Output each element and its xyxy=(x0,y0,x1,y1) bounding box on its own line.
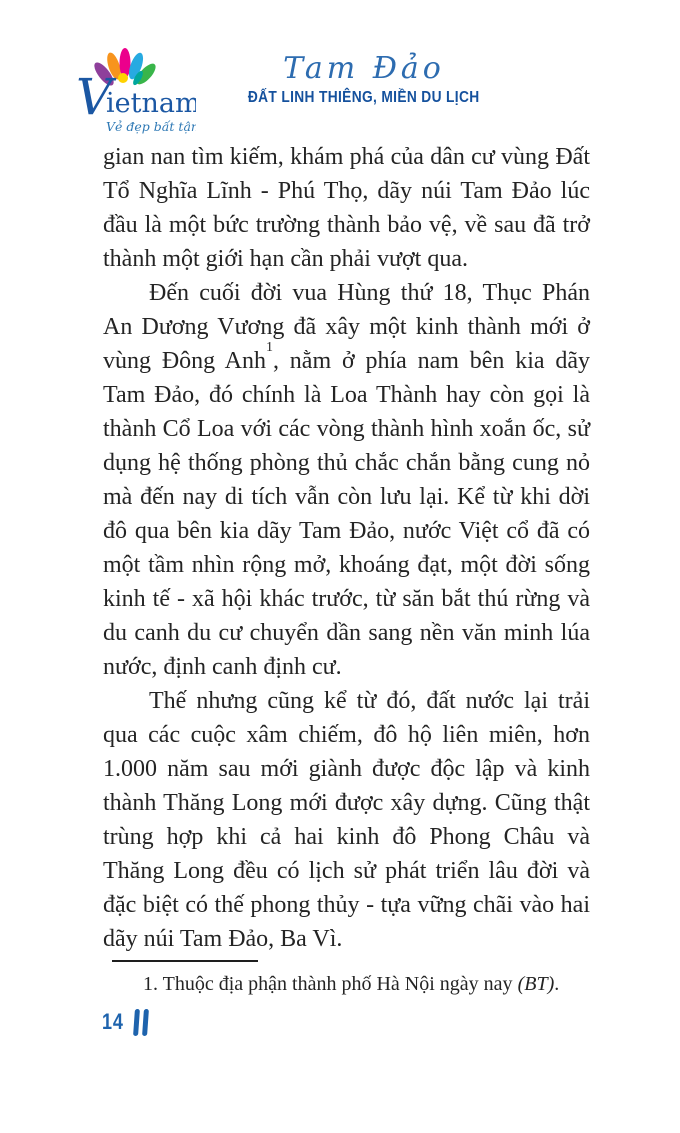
footnote xyxy=(103,971,590,998)
page-number-bars-icon xyxy=(134,1009,148,1036)
footnote-text: 1. Thuộc địa phận thành phố Hà Nội ngày nay xyxy=(143,973,518,995)
body-text xyxy=(103,140,590,956)
paragraph-2 xyxy=(103,276,590,684)
logo-brand-initial: V xyxy=(76,68,113,126)
page-footer xyxy=(102,1006,148,1038)
paragraph-3: Thế nhưng cũng kể từ đó, đất nước lại trải qua các cuộc xâm chiếm, đô hộ liên miên, hơn 1.000 năm sau mới giành được độc lập và kinh thành Thăng Long mới được xây dựng. Cũng thật trùng hợp khi cả hai kinh đô Phong Châu và Thăng Long đều có lịch sử phát triển lâu đời và đặc biệt có thế phong thủy - tựa vững chãi vào hai dãy núi Tam Đảo, Ba Vì. xyxy=(103,688,590,952)
footnote-source: (BT) xyxy=(517,973,555,995)
footnote-period: . xyxy=(554,973,560,995)
chapter-heading xyxy=(0,52,680,107)
text-segment: , nằm ở phía nam bên kia dãy Tam Đảo, đó chính là Loa Thành hay còn gọi là thành Cổ Loa với các vòng thành hình xoắn ốc, sử dụng hệ thống phòng thủ chắc chắn bằng cung nỏ mà đến nay di tích vẫn còn lưu lại. Kể từ khi dời đô qua bên kia dãy Tam Đảo, nước Việt cổ đã có một tầm nhìn rộng mở, khoáng đạt, một đời sống kinh tế - xã hội khác trước, từ săn bắt thú rừng và du canh du cư chuyển dần sang nền văn minh lúa nước, định canh định cư. xyxy=(103,348,590,680)
page-number: 14 xyxy=(102,1009,124,1034)
logo-tagline: Vẻ đẹp bất tận xyxy=(106,119,196,134)
logo-brand-text: ietnam xyxy=(106,88,196,119)
text-segment: Đến cuối đời vua Hùng thứ 18, Thục Phán An Dương Vương đã xây một kinh thành mới ở vùng Đông Anh xyxy=(103,280,590,374)
chapter-title: Tam Đảo xyxy=(283,51,445,86)
footnote-reference: 1 xyxy=(265,340,273,355)
chapter-subtitle: ĐẤT LINH THIÊNG, MIỀN DU LỊCH xyxy=(248,89,480,106)
paragraph-1: gian nan tìm kiếm, khám phá của dân cư vùng Đất Tổ Nghĩa Lĩnh - Phú Thọ, dãy núi Tam Đảo lúc đầu là một bức trường thành bảo vệ, về sau đã trở thành một giới hạn cần phải vượt qua. xyxy=(103,144,590,272)
footnote-divider xyxy=(112,960,258,962)
